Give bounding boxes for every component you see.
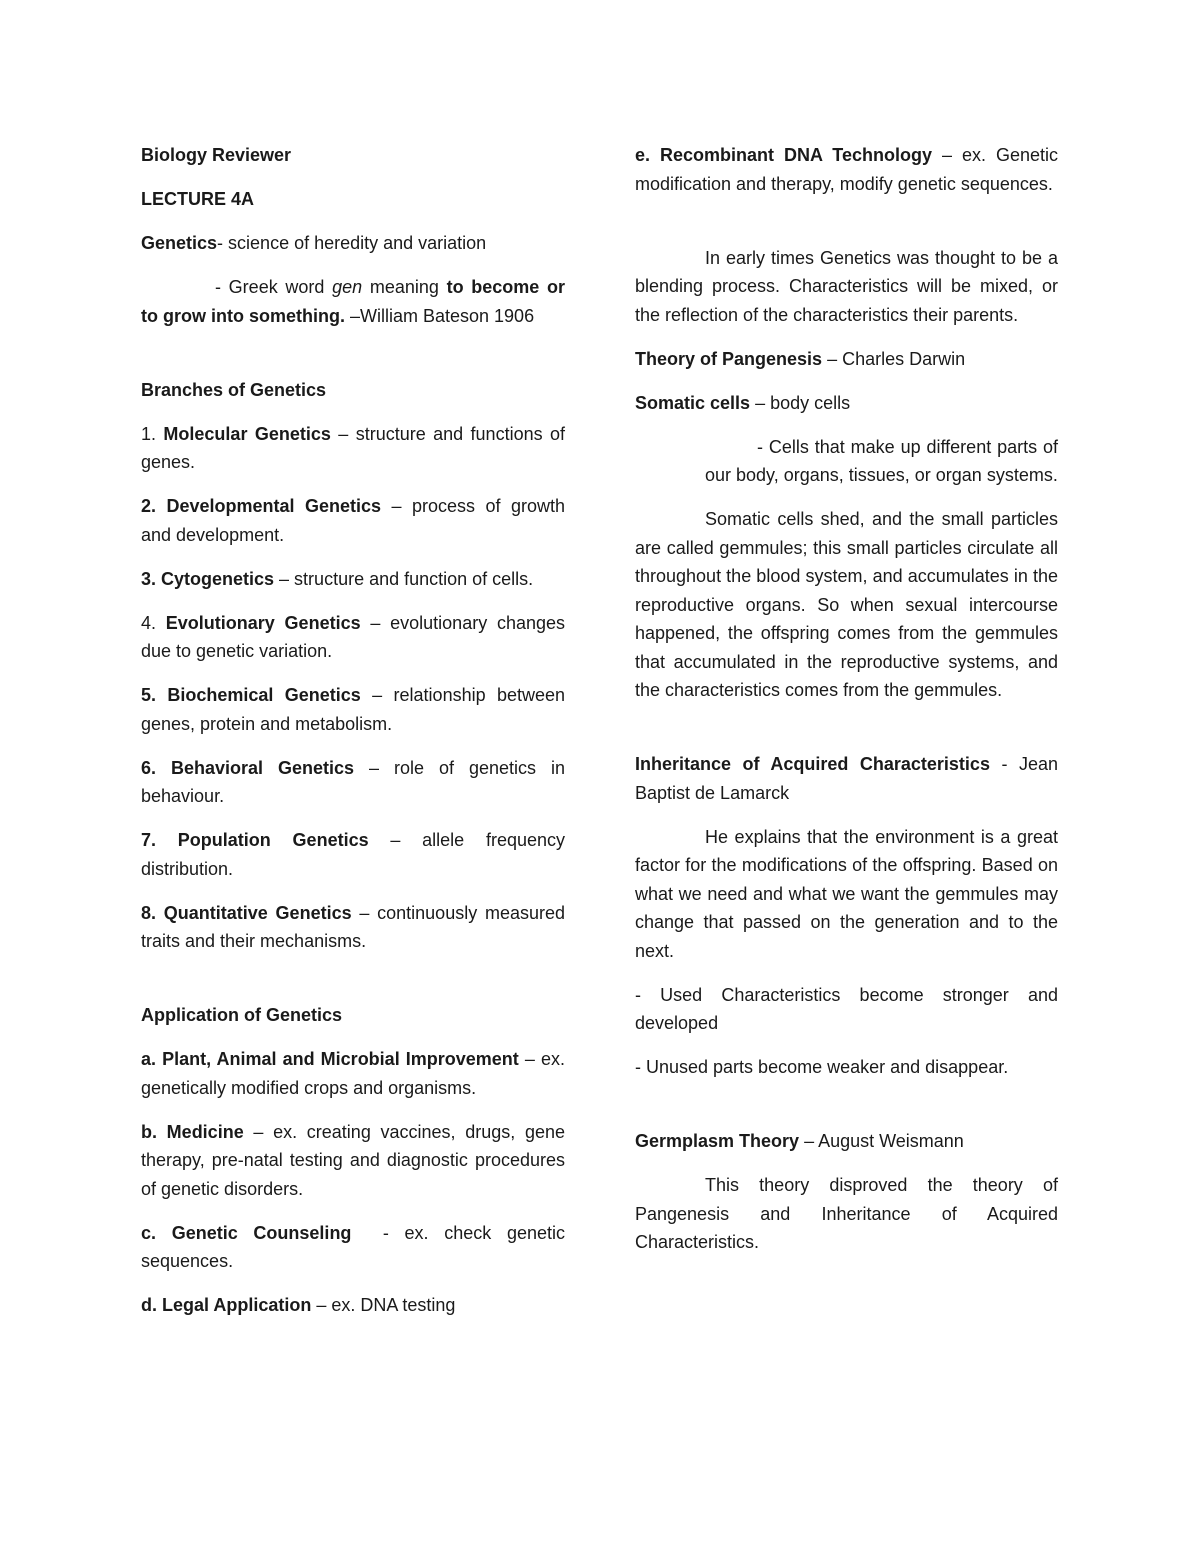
- lecture-label: LECTURE 4A: [141, 189, 255, 209]
- greek-origin: - Greek word gen meaning to become or to grow into something. –William Bateson 1906: [141, 277, 565, 326]
- disproved-paragraph: This theory disproved the theory of Pangenesis and Inheritance of Acquired Characteristics.: [635, 1175, 1058, 1252]
- branch-item: 6. Behavioral Genetics – role of genetics in behaviour.: [141, 757, 565, 806]
- recombinant-item: e. Recombinant DNA Technology – ex. Genetic modification and therapy, modify genetic sequences.: [635, 145, 1058, 194]
- branch-item: 8. Quantitative Genetics – continuously measured traits and their mechanisms.: [141, 902, 566, 951]
- genetics-definition: Genetics- science of heredity and variation: [141, 233, 487, 253]
- early-times-paragraph: In early times Genetics was thought to be a blending process. Characteristics will be mixed, or the reflection of the characteristics their parents.: [635, 247, 1058, 325]
- application-item: d. Legal Application – ex. DNA testing: [141, 1295, 456, 1315]
- applications-heading: Application of Genetics: [141, 1005, 343, 1025]
- somatic-cells-description: - Cells that make up different parts of our body, organs, tissues, or organ systems.: [705, 436, 1058, 485]
- branch-item: 3. Cytogenetics – structure and function of cells.: [141, 568, 534, 589]
- pangenesis-heading: Theory of Pangenesis – Charles Darwin: [635, 348, 966, 369]
- used-characteristics: - Used Characteristics become stronger and developed: [635, 984, 1058, 1033]
- branch-item: 4. Evolutionary Genetics – evolutionary changes due to genetic variation.: [141, 612, 566, 661]
- environment-paragraph: He explains that the environment is a great factor for the modifications of the offspring. Based on what we need and what we want the gemmules may change that passed on the generation and to the next.: [635, 826, 1058, 961]
- document-title: Biology Reviewer: [141, 145, 292, 165]
- somatic-cells-heading: Somatic cells – body cells: [635, 392, 851, 413]
- application-item: b. Medicine – ex. creating vaccines, drugs, gene therapy, pre-natal testing and diagnostic procedures of genetic disorders.: [141, 1121, 565, 1199]
- branch-item: 2. Developmental Genetics – process of growth and development.: [141, 496, 565, 545]
- right-column: [635, 141, 1058, 1272]
- inheritance-heading: Inheritance of Acquired Characteristics - Jean Baptist de Lamarck: [635, 754, 1059, 803]
- unused-parts: - Unused parts become weaker and disappear.: [635, 1057, 1009, 1077]
- branch-item: 7. Population Genetics – allele frequency distribution.: [141, 830, 566, 879]
- germplasm-heading: Germplasm Theory – August Weismann: [635, 1131, 964, 1151]
- gemmules-paragraph: Somatic cells shed, and the small particles are called gemmules; this small particles circulate all throughout the blood system, and accumulates in the reproductive organs. So when sexual intercourse happened, the offspring comes from the gemmules that accumulated in the reproductive systems, and the characteristics comes from the gemmules.: [635, 509, 1058, 700]
- application-item: a. Plant, Animal and Microbial Improvement – ex. genetically modified crops and organisms.: [141, 1049, 565, 1098]
- left-column: [141, 141, 571, 1335]
- branch-item: 5. Biochemical Genetics – relationship between genes, protein and metabolism.: [141, 685, 566, 734]
- application-item: c. Genetic Counseling - ex. check genetic sequences.: [141, 1222, 571, 1271]
- branch-item: 1. Molecular Genetics – structure and functions of genes.: [141, 423, 566, 472]
- branches-heading: Branches of Genetics: [141, 379, 327, 400]
